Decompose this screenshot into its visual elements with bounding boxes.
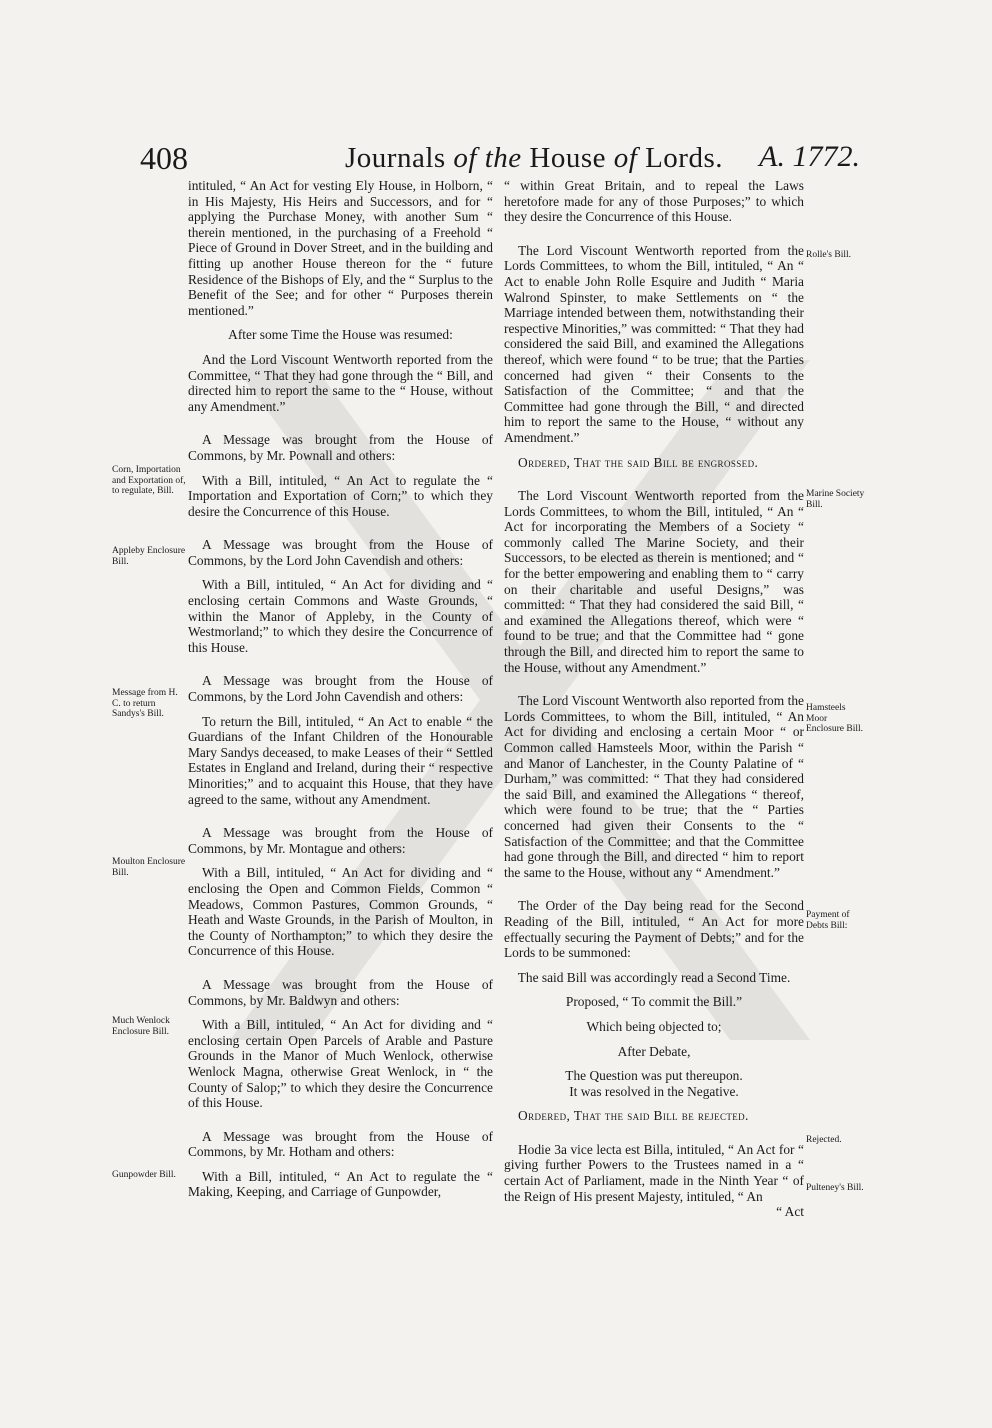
running-title: Journals of the House of Lords. (345, 142, 724, 174)
margin-note: Marine Society Bill. (806, 489, 865, 510)
ordered-line: Ordered, That the said Bill be engrossed. (518, 454, 759, 470)
paragraph: The Lord Viscount Wentworth also reported from the Lords Committees, to whom the Bill, intituled, “ An Act for dividing and enclosing a certain Moor “ or Common called Hamsteels Moor, within the Parish “ and Manor of Lanchester, in the County Palatine of “ Durham,” was committed: “ That they had considered the said Bill, and examined the Allegations “ thereof, which were found to be true; that the “ Parties concerned had given their Consents to the “ Satisfaction of the Committee; and that the Committee had gone through the Bill, and directed “ him to report the same to the House, without any “ Amendment.” (504, 693, 804, 880)
paragraph: A Message was brought from the House of Commons, by Mr. Pownall and others: (188, 432, 493, 463)
paragraph: With a Bill, intituled, “ An Act for dividing and “ enclosing the Open and Common Fields, Common “ Meadows, Common Pastures, Common Grounds, “ Heath and Waste Grounds, in the Parish of Moulton, in the County of Northampton;” to which they desire the Concurrence of this House. (188, 865, 493, 959)
paragraph: A Message was brought from the House of Commons, by Mr. Montague and others: (188, 825, 493, 856)
ordered-line: Ordered, That the said Bill be rejected. (518, 1108, 749, 1124)
paragraph: After some Time the House was resumed: (228, 327, 453, 343)
catchword: “ Act (776, 1204, 804, 1220)
paragraph: The Question was put thereupon. (565, 1068, 743, 1084)
paragraph: After Debate, (617, 1043, 691, 1059)
paragraph: Proposed, “ To commit the Bill.” (565, 994, 743, 1010)
paragraph: “ within Great Britain, and to repeal the Laws heretofore made for any of those Purposes;” to which they desire the Concurrence of this House. (504, 178, 804, 225)
margin-note: Much Wenlock Enclosure Bill. (112, 1016, 170, 1037)
paragraph: intituled, “ An Act for vesting Ely House, in Holborn, “ in His Majesty, His Heirs and Successors, and for “ applying the Purchase Money, with another Sum “ therein mentioned, in the purchasing of a Freehold “ Piece of Ground in Dover Street, and in the building and fitting up another House thereon for the “ future Residence of the Bishops of Ely, and the “ Surplus to the Benefit of the See; and for other “ Purposes therein mentioned.” (188, 178, 493, 318)
margin-note: Message from H. C. to return Sandys's Bill. (112, 688, 178, 719)
paragraph: And the Lord Viscount Wentworth reported from the Committee, “ That they had gone through the “ Bill, and directed him to report the same to the “ House, without any Amendment.” (188, 351, 493, 414)
margin-note: Moulton Enclosure Bill. (112, 857, 186, 878)
paragraph: Hodie 3a vice lecta est Billa, intituled, “ An Act for “ giving further Powers to the Trustees named in a “ certain Act of Parliament, made in the Ninth Year “ of the Reign of His present Majesty, intituled, “ An (504, 1141, 804, 1204)
paragraph: A Message was brought from the House of Commons, by Mr. Baldwyn and others: (188, 976, 493, 1008)
paragraph: With a Bill, intituled, “ An Act to regulate the “ Importation and Exportation of Corn;” to which they desire the Concurrence of this House. (188, 472, 493, 519)
margin-note: Corn, Importation and Exportation of, to regulate, Bill. (112, 465, 186, 496)
margin-note: Pulteney's Bill. (806, 1183, 864, 1193)
paragraph: A Message was brought from the House of Commons, by Mr. Hotham and others: (188, 1128, 493, 1160)
paragraph: It was resolved in the Negative. (569, 1083, 739, 1099)
paragraph: The Lord Viscount Wentworth reported from the Lords Committees, to whom the Bill, intituled, “ An “ Act for incorporating the Members of a Society “ commonly called The Marine Society, and their Successors, to be elected as therein is mentioned; and “ for the better empowering and enabling them to “ carry on their charitable and useful Designs,” was committed: “ That they had considered the said Bill, “ and examined the Allegations thereof, which were “ found to be true; and that the Committee had “ gone through the Bill, and directed him to report the same to the House, without any Amendment.” (504, 488, 804, 675)
paragraph: A Message was brought from the House of Commons, by the Lord John Cavendish and others: (188, 673, 493, 705)
margin-note: Rejected. (806, 1135, 842, 1145)
page-number: 408 (140, 140, 188, 176)
paragraph: Which being objected to; (586, 1018, 722, 1034)
paragraph: With a Bill, intituled, “ An Act for dividing and “ enclosing certain Open Parcels of Arable and Pasture Grounds in the Manor of Much Wenlock, otherwise Wenlock Magna, otherwise Great Wenlock, in “ the County of Salop;” to which they desire the Concurrence of this House. (188, 1017, 493, 1111)
right-column (504, 178, 804, 1220)
margin-note: Payment of Debts Bill: (806, 910, 850, 931)
margin-note: Appleby Enclosure Bill. (112, 546, 186, 567)
margin-note: Gunpowder Bill. (112, 1170, 176, 1180)
year: A. 1772. (759, 140, 860, 173)
left-column (188, 178, 493, 1200)
paragraph: The Order of the Day being read for the Second Reading of the Bill, intituled, “ An Act for more effectually securing the Payment of Debts;” and for the Lords to be summoned: (504, 898, 804, 961)
margin-note: Hamsteels Moor Enclosure Bill. (806, 703, 863, 734)
paragraph: The said Bill was accordingly read a Second Time. (517, 969, 791, 985)
margin-note: Rolle's Bill. (806, 250, 851, 260)
paragraph: A Message was brought from the House of Commons, by the Lord John Cavendish and others: (188, 537, 493, 568)
paragraph: To return the Bill, intituled, “ An Act to enable “ the Guardians of the Infant Children of the Honourable Mary Sandys deceased, to make Leases of their “ Settled Estates in England and Ireland, during their “ respective Minorities;” and to acquaint this House, that they have agreed to the same, without any Amendment. (188, 713, 493, 807)
paragraph: The Lord Viscount Wentworth reported from the Lords Committees, to whom the Bill, intituled, “ An “ Act to enable John Rolle Esquire and Judith “ Maria Walrond Spinster, to make Settlements on “ the Marriage intended between them, notwithstanding their respective Minorities,” was committed: “ That they had considered the said Bill, and examined the Allegations thereof, which were found “ to be true; that the Parties concerned had given “ their Consents to the Satisfaction of the Committee; “ and that the Committee had gone through the Bill, “ and directed him to report the same to the House, “ without any Amendment.” (504, 242, 804, 445)
paragraph: With a Bill, intituled, “ An Act to regulate the “ Making, Keeping, and Carriage of Gunpowder, (188, 1168, 493, 1200)
paragraph: With a Bill, intituled, “ An Act for dividing and “ enclosing certain Commons and Waste Grounds, “ within the Manor of Appleby, in the County of Westmorland;” to which they desire the Concurrence of this House. (188, 577, 493, 655)
